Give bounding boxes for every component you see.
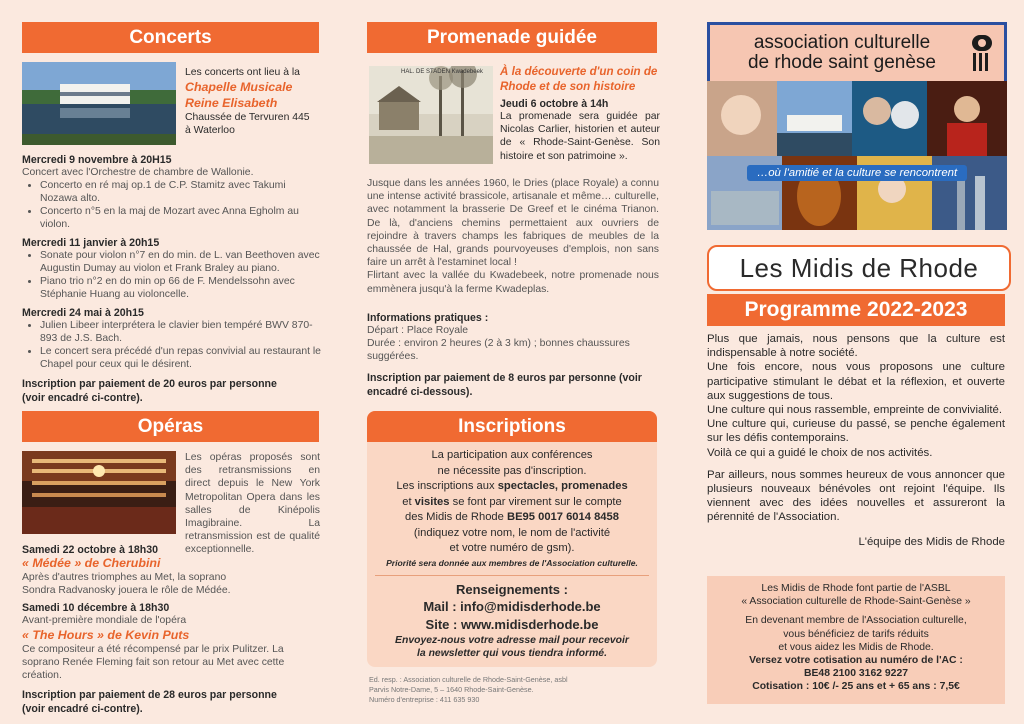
promenade-guide: La promenade sera guidée par Nicolas Carlier, historien et auteur de « Rhode-Saint-Genèse. Son histoire et son patrimoine ».: [500, 111, 660, 162]
concerts-address-1: Chaussée de Tervuren 445: [185, 112, 310, 124]
insc-line-3a: Les inscriptions aux: [396, 480, 498, 492]
insc-priority: Priorité sera donnée aux membres de l'Association culturelle.: [386, 557, 638, 568]
concert-item-1a: • Concerto en ré maj op.1 de C.P. Stamitz avec Takumi Nozawa alto.: [40, 179, 322, 205]
midis-logo-text: Les Midis de Rhode: [739, 253, 979, 283]
programme-p4: Une culture qui, curieuse du passé, se penche également sur les défis contemporains.: [707, 418, 1005, 445]
membership-l5: et vous aidez les Midis de Rhode.: [778, 641, 934, 653]
association-banner: [707, 22, 1007, 230]
programme-p1: Plus que jamais, nous pensons que la culture est indispensable à notre société.: [707, 333, 1005, 360]
insc-line-1: La participation aux conférences: [431, 449, 593, 461]
opera-date-2: Samedi 10 décembre à 18h30: [22, 602, 170, 615]
culture-collage-image: [707, 81, 1007, 230]
column-left: [22, 0, 322, 724]
promenade-info-2: Durée : environ 2 heures (2 à 3 km) ; bonnes chaussures suggérées.: [367, 338, 630, 363]
insc-line-6: (indiquez votre nom, le nom de l'activité: [413, 526, 611, 539]
concerts-intro: Les concerts ont lieu à la: [185, 67, 300, 78]
opera-work-2: « The Hours » de Kevin Puts: [22, 627, 190, 642]
concert-date-3: Mercredi 24 mai à 20h15: [22, 307, 144, 320]
footer-line-3: Numéro d'entreprise : 411 635 930: [369, 694, 480, 704]
promenade-info-title: Informations pratiques :: [367, 311, 489, 324]
concerts-venue: Chapelle Musicale Reine Elisabeth: [185, 80, 293, 111]
concert-item-3a: • Julien Libeer interprétera le clavier bien tempéré BWV 870-893 de J.S. Bach.: [40, 319, 322, 345]
concert-hall-photo: [22, 62, 176, 145]
insc-line-4c: se font par virement sur le compte: [449, 495, 622, 508]
concert-date-1: Mercredi 9 novembre à 20H15: [22, 154, 172, 166]
footer-line-2: Parvis Notre-Dame, 5 – 1640 Rhode-Saint-Genèse.: [369, 684, 534, 694]
concerts-header: Concerts: [22, 22, 319, 53]
concerts-address-2: à Waterloo: [185, 125, 235, 137]
opera-pre-2: Avant-première mondiale de l'opéra: [22, 615, 187, 627]
programme-p2: Une fois encore, nous vous proposons une culture participative stimulant le débat et la réflexion, et ouverte aux suggestions de tous.: [707, 361, 1005, 402]
column-middle: [367, 0, 660, 724]
membership-l1: Les Midis de Rhode font partie de l'ASBL: [761, 583, 951, 594]
association-line-1: association culturelle: [753, 32, 931, 53]
opera-date-1: Samedi 22 octobre à 18h30: [22, 544, 159, 556]
membership-l6: Versez votre cotisation au numéro de l'AC :: [749, 655, 963, 667]
promenade-body-2: Flirtant avec la vallée du Kwadebeek, notre promenade nous emmènera jusqu'à la ferme Kwadeplas.: [367, 270, 659, 295]
insc-account: BE95 0017 6014 8458: [507, 511, 619, 523]
programme-header: Programme 2022-2023: [707, 294, 1005, 326]
membership-account: BE48 2100 3162 9227: [804, 668, 908, 680]
membership-l4: vous bénéficiez de tarifs réduits: [783, 628, 929, 640]
inscriptions-header: Inscriptions: [367, 411, 657, 442]
rens-title: Renseignements :: [456, 581, 568, 597]
insc-line-3b: spectacles, promenades: [497, 480, 628, 492]
insc-line-4b: visites: [414, 495, 450, 508]
concert-item-2b: • Piano trio n°2 en do min op 66 de F. Mendelssohn avec Stéphanie Huang au violoncelle.: [40, 275, 322, 301]
membership-l3: En devenant membre de l'Association culturelle,: [745, 615, 967, 627]
membership-l2: « Association culturelle de Rhode-Saint-Genèse »: [741, 596, 971, 608]
promenade-body-1: Jusque dans les années 1960, le Dries (place Royale) a connu une intense activité brassicole, artisanale et même… culturelle, avec notamment la brasserie De Greef et le cinéma Trianon. De là, d'anciens chemins permettaient aux ouvriers de rejoindre à travers champs les fabriques de meubles de la chaussée de Hal, grands pourvoyeuses d'emplois, non sans faire un arrêt à l'estaminet local !: [367, 178, 659, 269]
photo-caption: HAL. DE STADEN Kwadebeek: [401, 69, 483, 75]
programme-p3: Une culture qui nous rassemble, empreinte de convivialité.: [707, 404, 1003, 417]
membership-fee: Cotisation : 10€ /- 25 ans et + 65 ans : 7,5€: [752, 681, 960, 693]
kwadebeek-photo: [369, 66, 493, 164]
opera-desc-2: Ce compositeur a été récompensé par le prix Pulitzer. La soprano Renée Fleming fait son retour au Met avec cette création.: [22, 643, 285, 682]
midis-logo: [707, 245, 1011, 291]
concert-item-1b: • Concerto n°5 en la maj de Mozart avec Anna Egholm au violon.: [40, 205, 322, 231]
promenade-header: Promenade guidée: [367, 22, 657, 53]
opera-desc-1: Après d'autres triomphes au Met, la soprano Sondra Radvanosky jouera le rôle de Médée.: [22, 572, 231, 597]
rens-send-1: Envoyez-nous votre adresse mail pour recevoir: [395, 634, 629, 646]
programme-p6: Par ailleurs, nous sommes heureux de vous annoncer que plusieurs nouveaux bénévoles ont rejoint l'équipe. Ils viennent avec des idées nouvelles et assureront la pérennité de l'Association.: [707, 468, 1005, 524]
promenade-payment: Inscription par paiement de 8 euros par personne (voir encadré ci-dessous).: [367, 372, 642, 398]
rens-send-2: la newsletter qui vous tiendra informé.: [417, 648, 607, 659]
opera-house-photo: [22, 451, 176, 534]
inscriptions-box: [367, 411, 657, 667]
association-tagline: …où l'amitié et la culture se rencontrent: [747, 165, 967, 181]
opera-work-1: « Médée » de Cherubini: [22, 556, 161, 570]
operas-header: Opéras: [22, 411, 319, 442]
insc-line-2: ne nécessite pas d'inscription.: [437, 464, 587, 477]
concert-item-2a: • Sonate pour violon n°7 en do min. de L. van Beethoven avec Augustin Dumay au violon et Frank Braley au piano.: [40, 249, 322, 275]
operas-payment: Inscription par paiement de 28 euros par personne (voir encadré ci-contre).: [22, 689, 277, 715]
rens-site[interactable]: Site : www.midisderhode.be: [425, 616, 599, 632]
rens-mail[interactable]: Mail : info@midisderhode.be: [423, 598, 601, 614]
concerts-payment: Inscription par paiement de 20 euros par personne (voir encadré ci-contre).: [22, 378, 277, 404]
footer-line-1: Ed. resp. : Association culturelle de Rhode-Saint-Genèse, asbl: [369, 675, 568, 684]
insc-line-4a: et: [402, 495, 415, 508]
column-right: [707, 0, 1007, 724]
concert-desc-1: Concert avec l'Orchestre de chambre de Wallonie.: [22, 167, 254, 178]
programme-signature: L'équipe des Midis de Rhode: [858, 535, 1005, 548]
association-line-2: de rhode saint genèse: [747, 52, 937, 73]
membership-box: [707, 576, 1005, 704]
association-title-box: [710, 25, 1004, 81]
concert-date-2: Mercredi 11 janvier à 20h15: [22, 237, 160, 250]
promenade-info-1: Départ : Place Royale: [367, 324, 469, 336]
operas-intro: Les opéras proposés sont des retransmissions en direct depuis le New York Metropolitan Opera dans les salles de Kinépolis Imagibraine. La retransmission est de qualité exceptionnelle.: [185, 452, 320, 556]
insc-line-5a: des Midis de Rhode: [405, 511, 507, 523]
association-logo-icon: [970, 33, 994, 73]
insc-line-7: et votre numéro de gsm).: [449, 542, 575, 554]
promenade-subtitle: À la découverte d'un coin de Rhode et de son histoire: [500, 65, 658, 93]
programme-p5: Voilà ce qui a guidé le choix de nos activités.: [707, 446, 933, 459]
concert-item-3b: • Le concert sera précédé d'un repas convivial au restaurant le Chapel pour ceux qui le désirent.: [40, 345, 322, 371]
promenade-date: Jeudi 6 octobre à 14h: [500, 98, 609, 110]
